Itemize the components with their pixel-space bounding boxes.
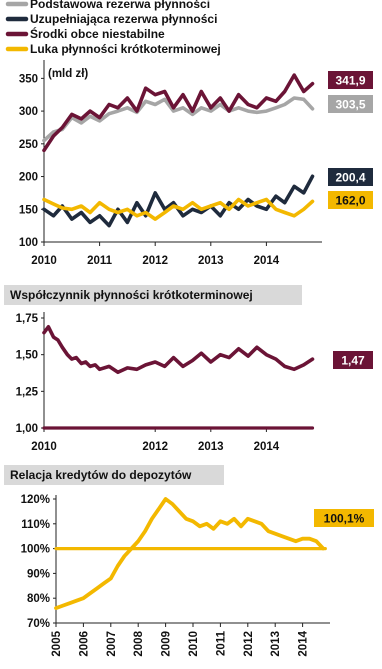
y-tick-label: 150 (18, 204, 38, 217)
x-tick-label: 2013 (270, 631, 283, 657)
end-label-podstawowa-text: 303,5 (335, 97, 366, 112)
legend-item-3: Luka płynności krótkoterminowej (30, 42, 221, 56)
legend-item-0: Podstawowa rezerwa płynności (30, 0, 211, 11)
end-label-relacja (314, 509, 374, 527)
end-label-uzupelniajaca (328, 168, 373, 186)
y-tick-label: 1,00 (15, 423, 38, 435)
legend-item-2: Środki obce niestabilne (30, 27, 165, 41)
y-tick-label: 100% (20, 543, 50, 556)
x-tick-label: 2012 (142, 441, 168, 453)
series-line-0-0 (44, 98, 313, 141)
end-label-luka-text: 162,0 (335, 193, 366, 208)
x-tick-label: 2012 (242, 631, 255, 657)
y-tick-label: 120% (20, 494, 50, 506)
x-tick-label: 2005 (51, 631, 63, 657)
x-tick-label: 2014 (253, 441, 280, 453)
y-tick-label: 1,75 (15, 313, 38, 325)
x-tick-label: 2008 (133, 631, 146, 657)
y-tick-label: 200 (18, 171, 38, 184)
y-tick-label: 1,25 (15, 386, 38, 399)
x-tick-label: 2011 (87, 255, 113, 267)
x-tick-label: 2012 (142, 255, 168, 267)
legend-item-1: Uzupełniająca rezerwa płynności (30, 12, 218, 26)
panel-title-1: Współczynnik płynności krótkoterminowej (10, 288, 253, 302)
x-tick-label: 2014 (297, 631, 310, 657)
x-tick-label: 2010 (31, 255, 57, 267)
y-axis-unit-label: (mld zł) (48, 68, 89, 80)
x-tick-label: 2007 (105, 631, 118, 657)
x-tick-label: 2013 (198, 441, 224, 453)
y-tick-label: 90% (26, 568, 50, 581)
x-tick-label: 2009 (160, 631, 173, 657)
end-label-uzupelniajaca-text: 200,4 (335, 170, 366, 185)
end-label-wspolczynnik-text: 1,47 (341, 353, 365, 368)
x-tick-label: 2011 (215, 631, 228, 656)
end-label-luka (328, 191, 373, 209)
end-label-srodki (328, 71, 373, 89)
x-tick-label: 2014 (253, 255, 280, 267)
end-label-relacja-text: 100,1% (323, 511, 365, 526)
y-tick-label: 350 (18, 73, 38, 86)
y-tick-label: 110% (21, 518, 50, 531)
series-line-0-2 (44, 75, 313, 150)
end-label-podstawowa (328, 95, 373, 113)
y-tick-label: 100 (18, 237, 38, 249)
y-tick-label: 250 (18, 138, 38, 151)
end-label-wspolczynnik (333, 351, 373, 369)
end-label-srodki-text: 341,9 (335, 73, 366, 88)
x-tick-label: 2010 (31, 441, 57, 453)
x-tick-label: 2013 (198, 255, 224, 267)
y-tick-label: 300 (18, 106, 38, 119)
y-tick-label: 1,50 (15, 349, 38, 362)
x-tick-label: 2006 (78, 631, 91, 657)
series-line-1-0 (44, 327, 313, 373)
series-line-2-0 (56, 499, 323, 608)
series-line-0-1 (44, 176, 313, 225)
y-tick-label: 70% (26, 618, 50, 630)
panel-title-2: Relacja kredytów do depozytów (10, 468, 192, 482)
y-tick-label: 80% (26, 593, 50, 606)
x-tick-label: 2010 (188, 631, 200, 657)
